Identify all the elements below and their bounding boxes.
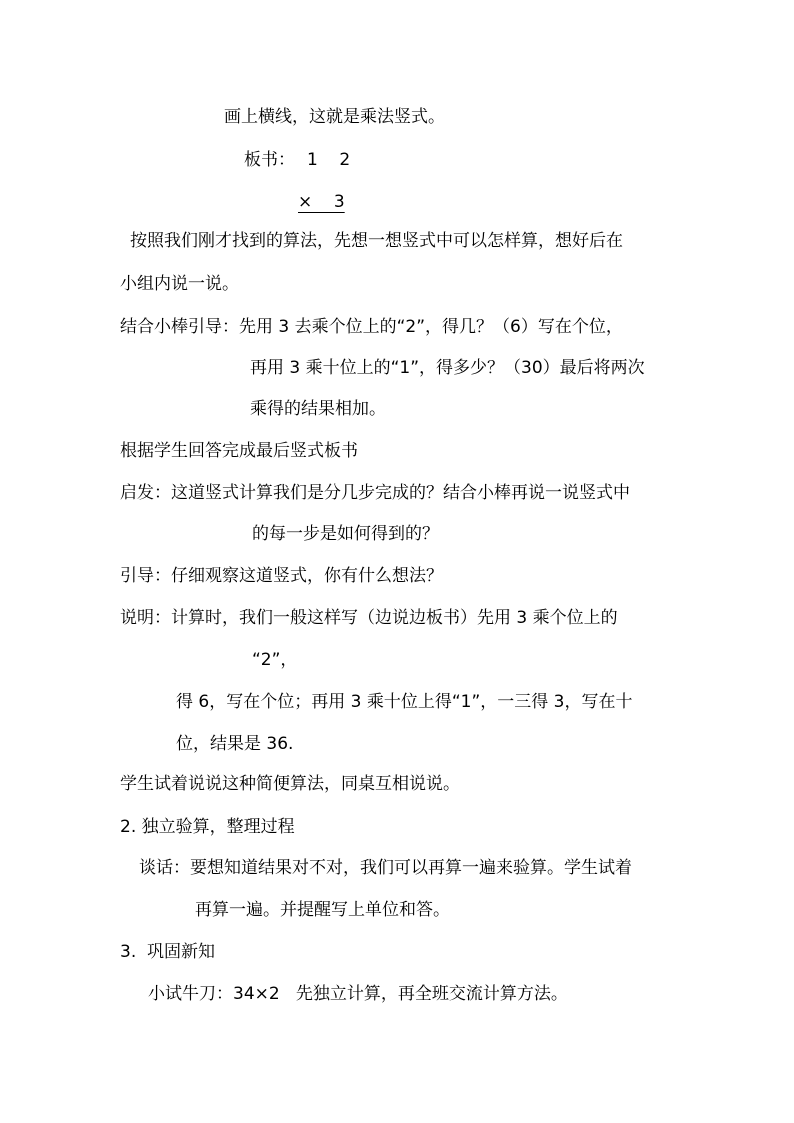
text-line-17: 谈话：要想知道结果对不对，我们可以再算一遍来验算。学生试着 xyxy=(139,858,632,878)
text-line-5: 再用 3 乘十位上的“1”，得多少？（30）最后将两次 xyxy=(250,358,645,378)
text-line-6: 乘得的结果相加。 xyxy=(250,399,386,419)
text-line-18: 再算一遍。并提醒写上单位和答。 xyxy=(195,900,450,920)
text-line-10: 引导：仔细观察这道竖式，你有什么想法？ xyxy=(120,566,443,586)
text-line-8: 启发：这道竖式计算我们是分几步完成的？结合小棒再说一说竖式中 xyxy=(120,483,630,503)
board-label: 板书： xyxy=(244,150,295,170)
text-line-2: 按照我们刚才找到的算法，先想一想竖式中可以怎样算，想好后在 xyxy=(130,231,623,251)
text-line-14: 位，结果是 36. xyxy=(176,734,294,754)
text-line-4: 结合小棒引导：先用 3 去乘个位上的“2”，得几？（6）写在个位， xyxy=(120,317,623,337)
board-top-digits: 1 2 xyxy=(307,150,351,170)
text-line-3: 小组内说一说。 xyxy=(120,274,239,294)
text-line-11: 说明：计算时，我们一般这样写（边说边板书）先用 3 乘个位上的 xyxy=(120,608,618,628)
text-line-1: 画上横线，这就是乘法竖式。 xyxy=(224,107,445,127)
section-heading-3: 3. 巩固新知 xyxy=(120,942,216,962)
board-multiplier-row: × 3 xyxy=(298,192,345,212)
text-line-15: 学生试着说说这种简便算法，同桌互相说说。 xyxy=(120,774,460,794)
text-line-20: 小试牛刀：34×2 先独立计算，再全班交流计算方法。 xyxy=(148,984,568,1004)
text-line-7: 根据学生回答完成最后竖式板书 xyxy=(120,441,358,461)
text-line-12: “2”， xyxy=(252,650,298,670)
text-line-13: 得 6，写在个位；再用 3 乘十位上得“1”，一三得 3，写在十 xyxy=(176,692,633,712)
text-line-9: 的每一步是如何得到的？ xyxy=(252,524,439,544)
section-heading-2: 2. 独立验算，整理过程 xyxy=(120,817,295,837)
